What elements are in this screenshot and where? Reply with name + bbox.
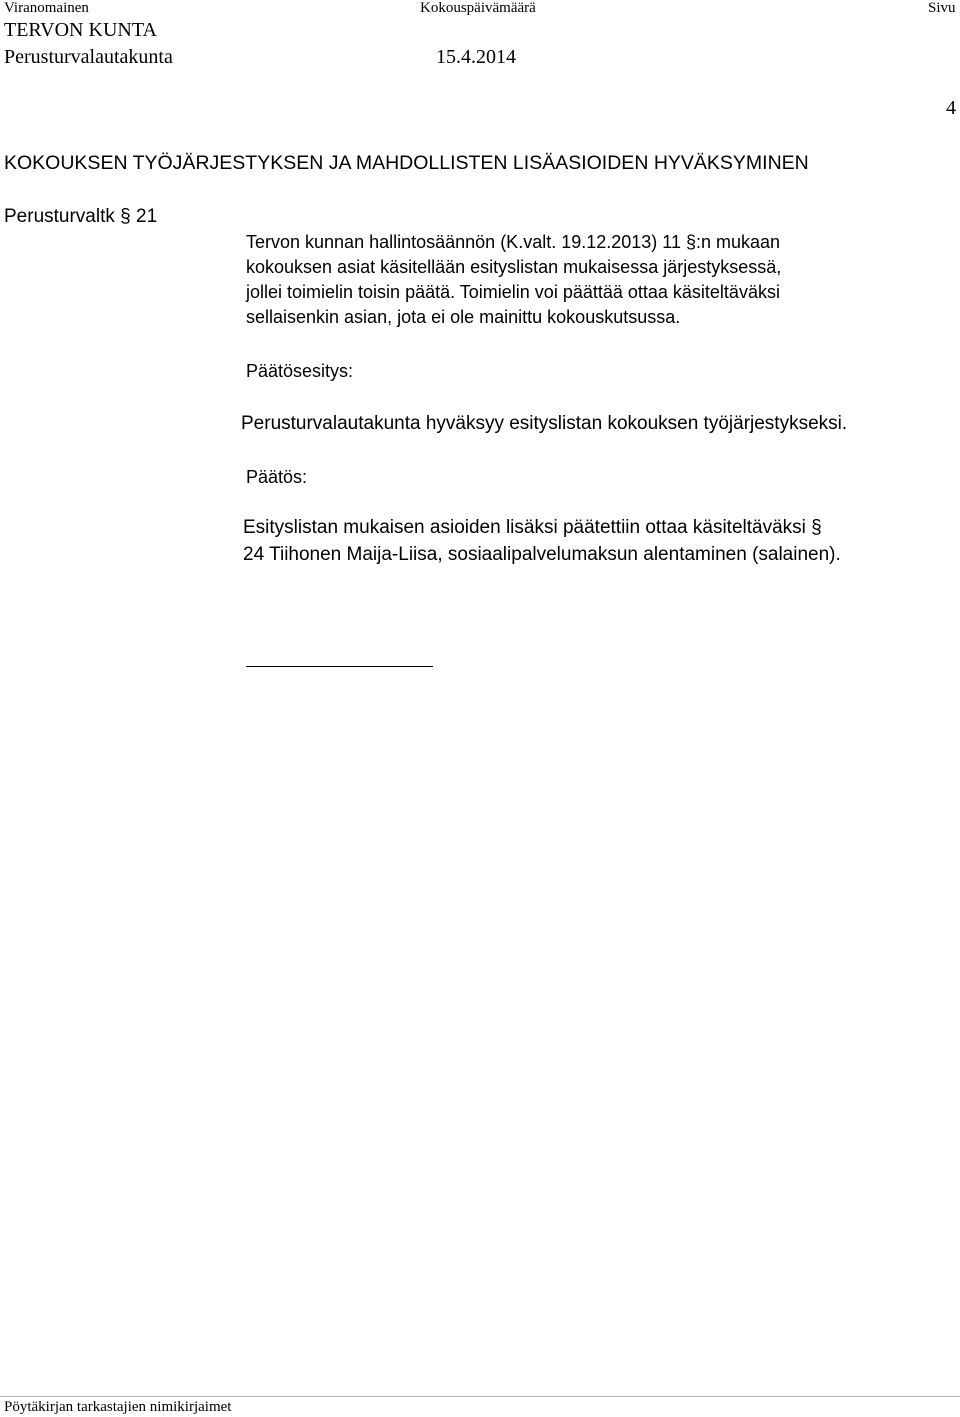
footer-initials-label: Pöytäkirjan tarkastajien nimikirjaimet bbox=[4, 1399, 232, 1415]
proposal-label: Päätösesitys: bbox=[246, 361, 354, 381]
header-organization: TERVON KUNTA bbox=[4, 19, 157, 41]
decision-line-2: 24 Tiihonen Maija-Liisa, sosiaalipalvelumaksun alentaminen (salainen). bbox=[243, 544, 841, 565]
section-end-rule bbox=[246, 666, 433, 667]
page-number: 4 bbox=[946, 97, 956, 119]
intro-line-4: sellaisenkin asian, jota ei ole mainittu kokouskutsussa. bbox=[246, 307, 681, 327]
header-authority-label: Viranomainen bbox=[4, 0, 89, 16]
header-board-name: Perusturvalautakunta bbox=[4, 46, 173, 68]
intro-line-3: jollei toimielin toisin päätä. Toimielin voi päättää ottaa käsiteltäväksi bbox=[246, 282, 780, 302]
intro-line-2: kokouksen asiat käsitellään esityslistan mukaisessa järjestyksessä, bbox=[246, 257, 782, 277]
proposal-text: Perusturvalautakunta hyväksyy esityslistan kokouksen työjärjestykseksi. bbox=[241, 413, 848, 434]
header-date-label: Kokouspäivämäärä bbox=[420, 0, 536, 16]
decision-line-1: Esityslistan mukaisen asioiden lisäksi päätettiin ottaa käsiteltäväksi § bbox=[243, 517, 822, 538]
header-meeting-date: 15.4.2014 bbox=[436, 46, 516, 68]
intro-line-1: Tervon kunnan hallintosäännön (K.valt. 19.12.2013) 11 §:n mukaan bbox=[246, 232, 781, 252]
decision-label: Päätös: bbox=[246, 467, 308, 487]
footer-divider bbox=[0, 1396, 960, 1397]
agenda-item-title: KOKOUKSEN TYÖJÄRJESTYKSEN JA MAHDOLLISTEN LISÄASIOIDEN HYVÄKSYMINEN bbox=[4, 152, 809, 174]
header-page-label: Sivu bbox=[928, 0, 956, 16]
section-reference: Perusturvaltk § 21 bbox=[4, 206, 158, 227]
